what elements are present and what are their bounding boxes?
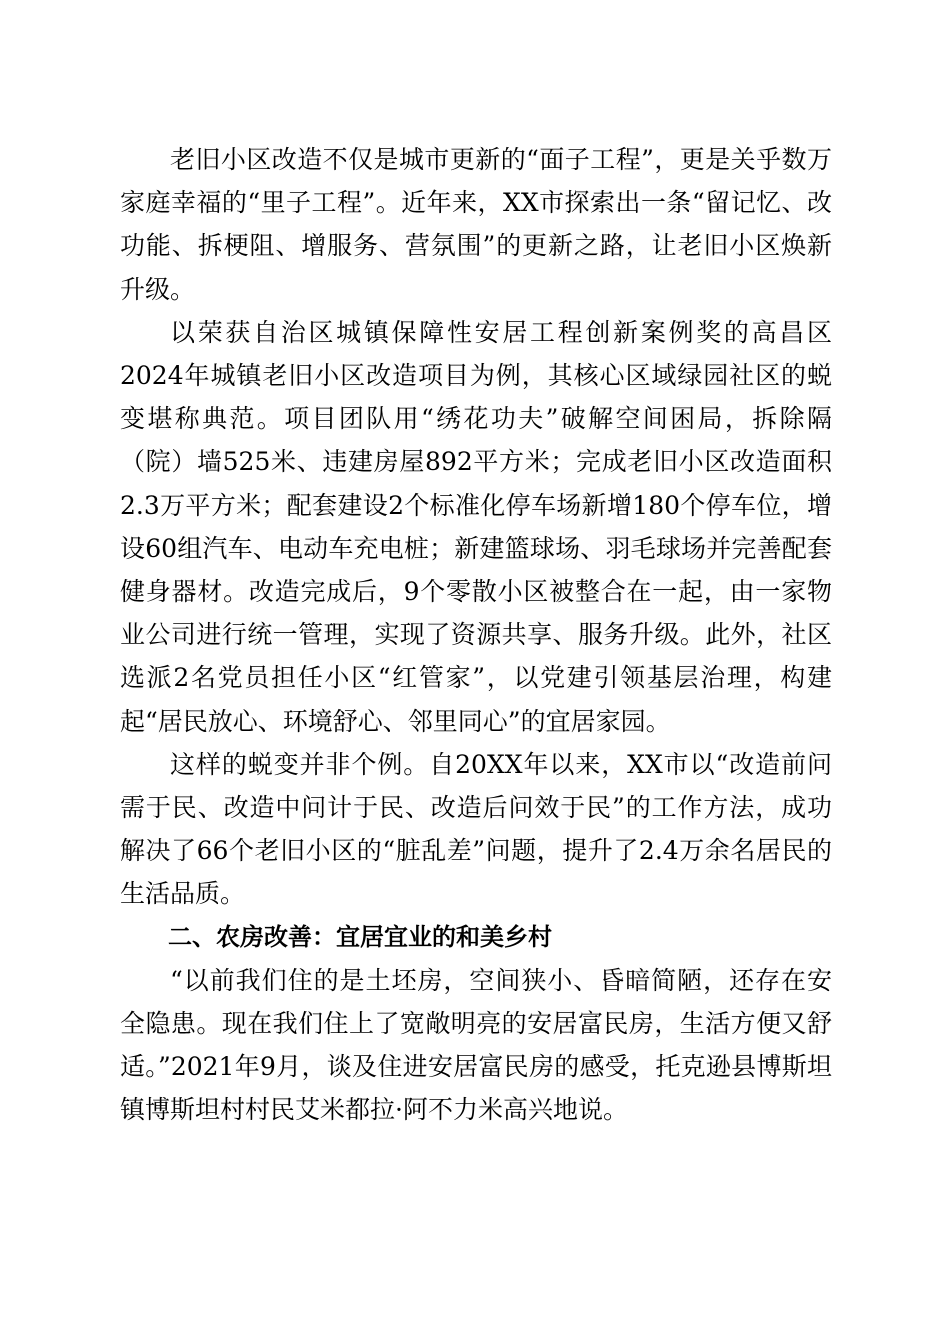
paragraph-old-community-renovation: 老旧小区改造不仅是城市更新的“面子工程”，更是关乎数万家庭幸福的“里子工程”。近年来，XX市探索出一条“留记忆、改功能、拆梗阻、增服务、营氛围”的更新之路，让老旧小区焕新升级。 — [120, 145, 832, 304]
document-body — [120, 138, 832, 1132]
paragraph-gaochang-case: 以荣获自治区城镇保障性安居工程创新案例奖的高昌区2024年城镇老旧小区改造项目为例，其核心区域绿园社区的蜕变堪称典范。项目团队用“绣花功夫”破解空间困局，拆除隔（院）墙525米、违建房屋892平方米；完成老旧小区改造面积2.3万平方米；配套建设2个标准化停车场新增180个停车位，增设60组汽车、电动车充电桩；新建篮球场、羽毛球场并完善配套健身器材。改造完成后，9个零散小区被整合在一起，由一家物业公司进行统一管理，实现了资源共享、服务升级。此外，社区选派2名党员担任小区“红管家”，以党建引领基层治理，构建起“居民放心、环境舒心、邻里同心”的宜居家园。 — [120, 317, 832, 736]
paragraph-city-achievements: 这样的蜕变并非个例。自20XX年以来，XX市以“改造前问需于民、改造中问计于民、改造后问效于民”的工作方法，成功解决了66个老旧小区的“脏乱差”问题，提升了2.4万余名居民的生活品质。 — [120, 749, 832, 909]
paragraph-villager-quote: “以前我们住的是土坯房，空间狭小、昏暗简陋，还存在安全隐患。现在我们住上了宽敞明亮的安居富民房，生活方便又舒适。”2021年9月，谈及住进安居富民房的感受，托克逊县博斯坦镇博斯坦村村民艾米都拉·阿不力米高兴地说。 — [120, 965, 832, 1125]
section-heading: 二、农房改善：宜居宜业的和美乡村 — [168, 922, 552, 951]
